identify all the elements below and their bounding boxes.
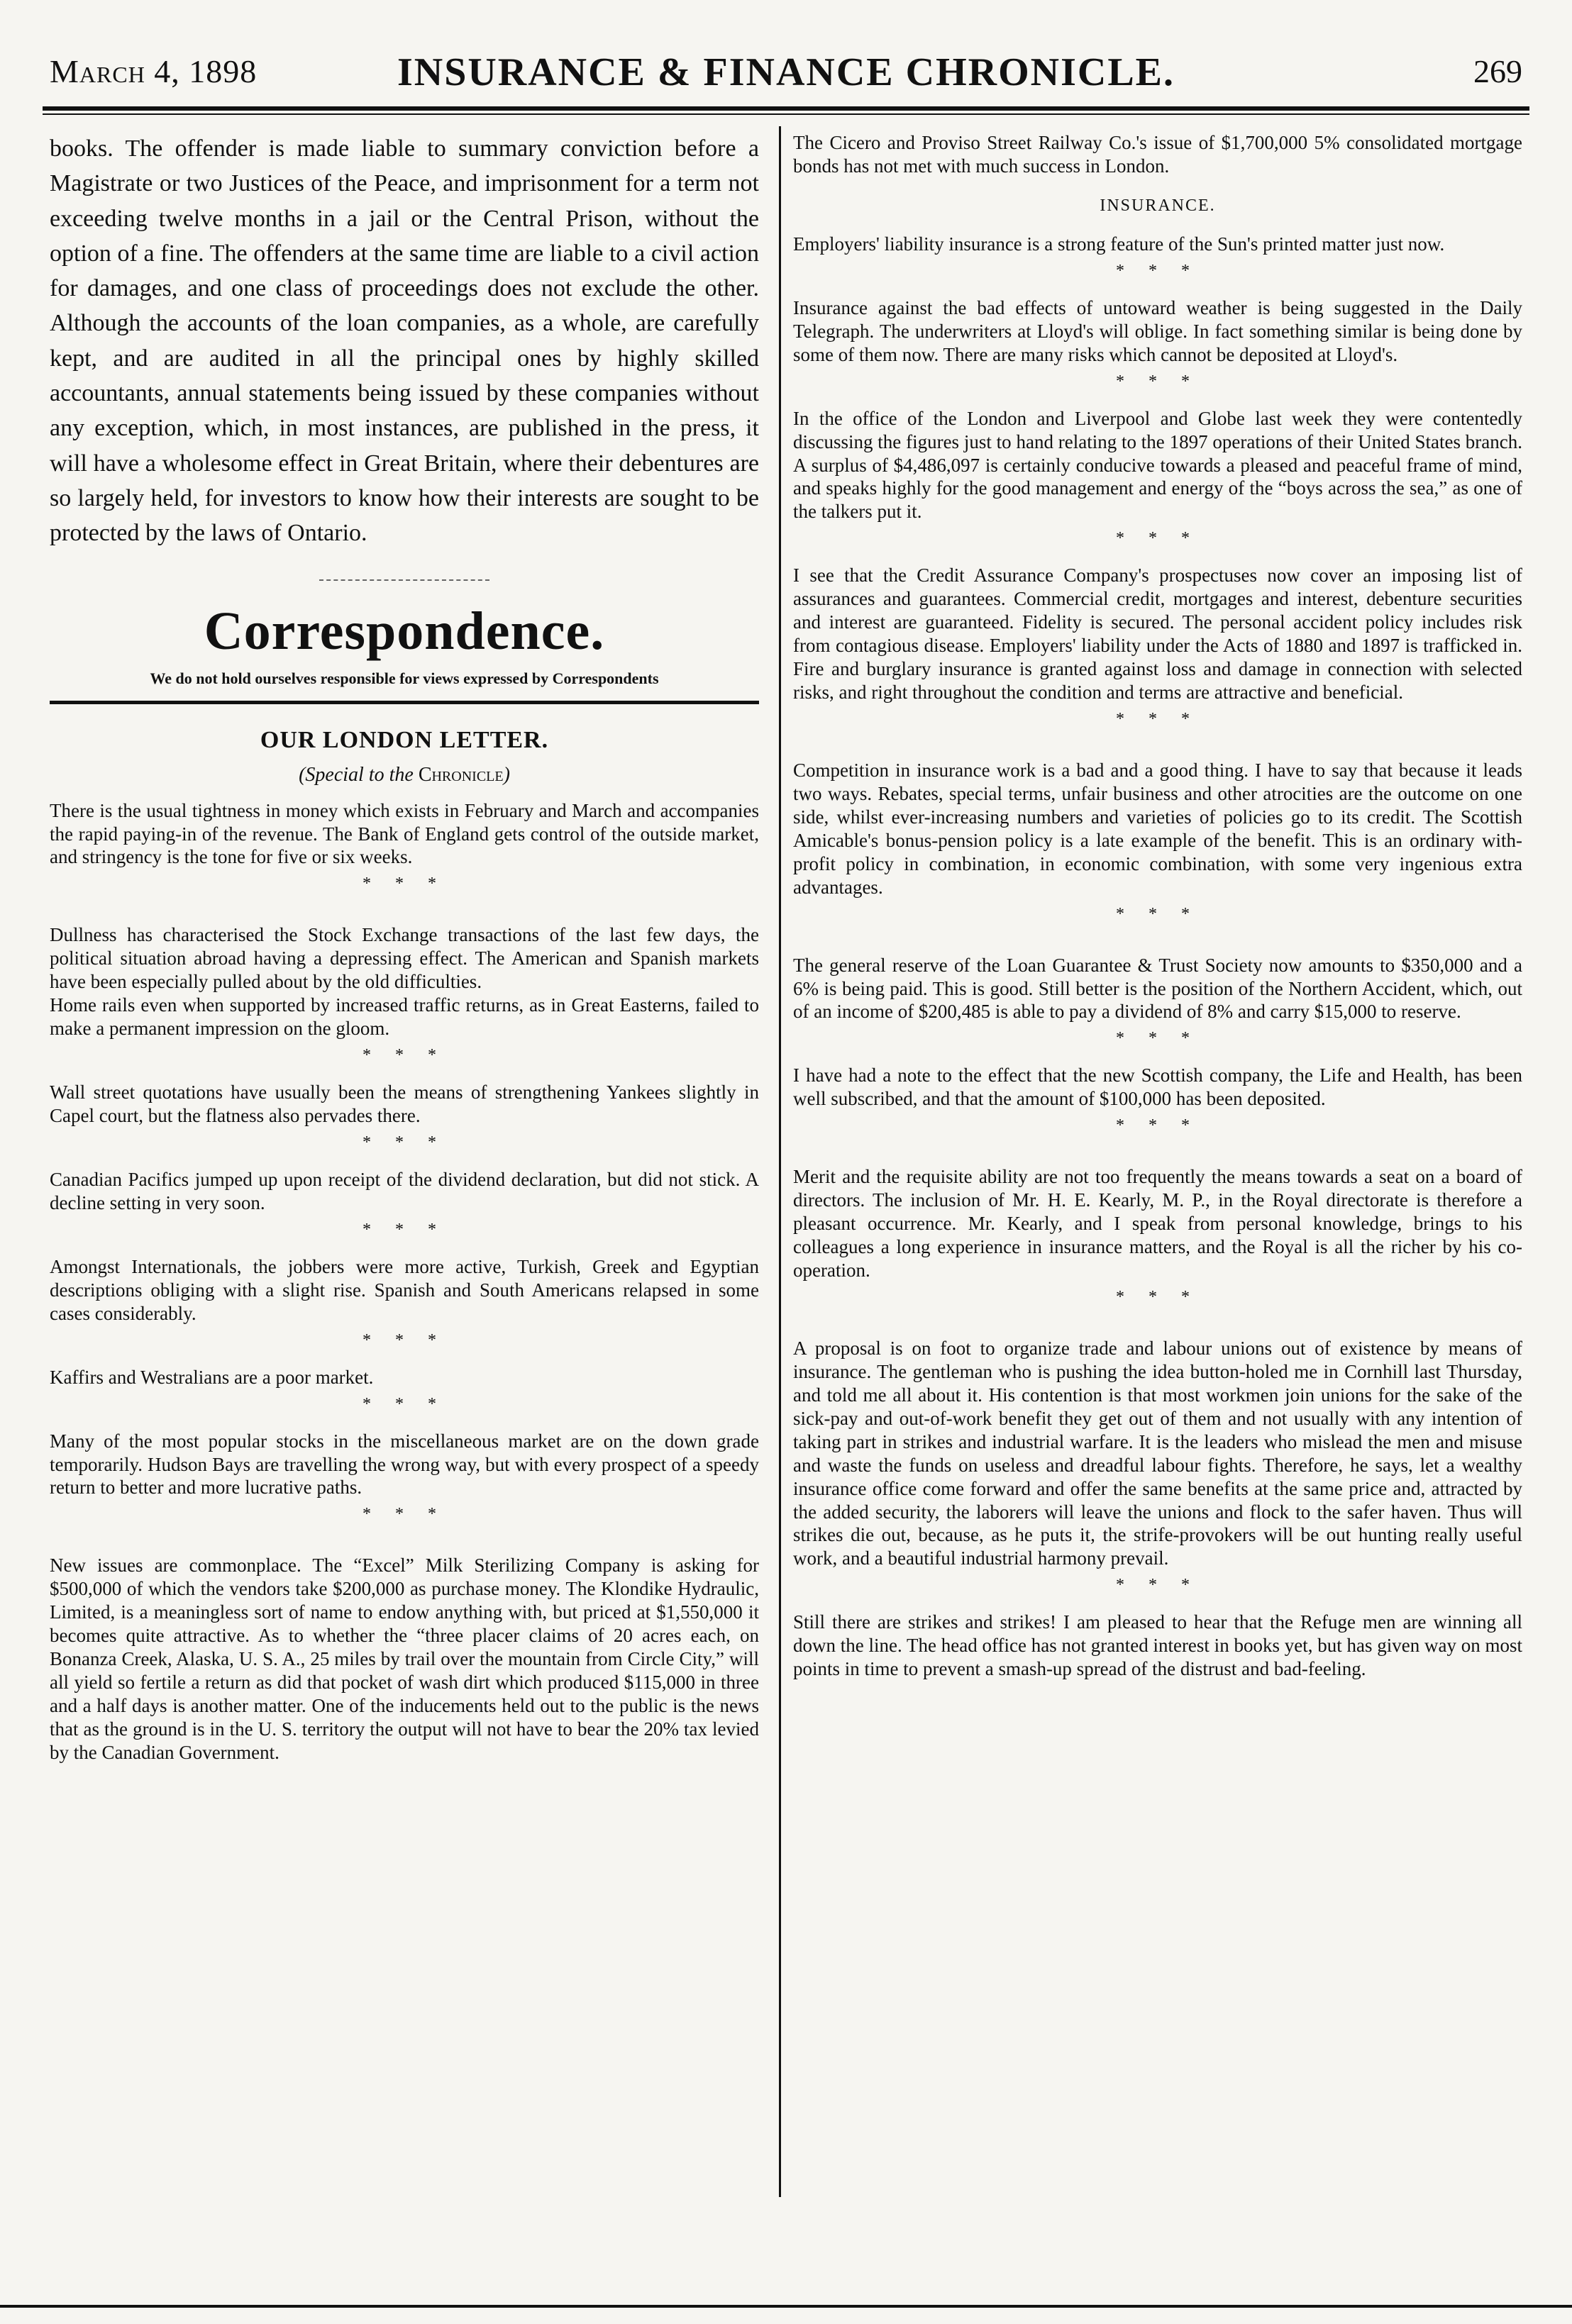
paragraph: Dullness has characterised the Stock Exchange transactions of the last few days, the political situation abroad having a depressing effect. The American and Spanish markets have been especially pulled about by the old difficulties. [50, 924, 759, 993]
stars-divider: * * * [362, 1133, 446, 1152]
paragraph: Canadian Pacifics jumped up upon receipt of the dividend declaration, but did not stick. A decline setting in very soon. [50, 1168, 759, 1213]
paragraph: I have had a note to the effect that the new Scottish company, the Life and Health, has been well subscribed, and that the amount of $100,000 has been deposited. [793, 1064, 1522, 1110]
correspondence-heading: Correspondence. [204, 601, 605, 661]
paragraph: Kaffirs and Westralians are a poor market. [50, 1366, 374, 1388]
bottom-rule [0, 2305, 1572, 2308]
issue-date: March 4, 1898 [50, 53, 258, 89]
stars-divider: * * * [362, 1505, 446, 1524]
stars-divider: * * * [1116, 709, 1200, 728]
separator-rule [319, 579, 489, 581]
paragraph: Insurance against the bad effects of untoward weather is being suggested in the Daily Telegraph. The underwriters at Lloyd's will oblige. In fact something similar is being done by some of them now. There are many risks which cannot be deposited at Lloyd's. [793, 296, 1522, 365]
stars-divider: * * * [362, 874, 446, 894]
paragraph: A proposal is on foot to organize trade and labour unions out of existence by means of insurance. The gentleman who is pushing the idea button-holed me in Cornhill last Thursday, and told me all about it. His contention is that most workmen join unions for the sake of the sick-pay and out-of-work benefit they get out of them and not usually with any intention of taking part in strikes and industrial warfare. It is the leaders who mislead the men and misuse and waste the funds on useless and dreadful labour fights. Therefore, he says, let a wealthy insurance office come forward and offer the same benefits at the same price and, attracted by the added security, the laborers will leave the unions and flock to the safer haven. Thus will strikes die out, because, as he puts it, the strife-provokers will be out hunting really useful work, and a beautiful industrial harmony prevail. [793, 1337, 1522, 1569]
paragraph: Employers' liability insurance is a strong feature of the Sun's printed matter just now. [793, 233, 1445, 255]
paragraph: The general reserve of the Loan Guarantee & Trust Society now amounts to $350,000 and a 6% is being paid. This is good. Still better is the position of the Northern Accident, which, out of an income of $200,485 is able to pay a dividend of 8% and carry $15,000 to reserve. [793, 954, 1522, 1023]
stars-divider: * * * [1116, 904, 1200, 923]
paragraph: The Cicero and Proviso Street Railway Co.'s issue of $1,700,000 5% consolidated mortgage bonds has not met with much success in London. [793, 132, 1522, 177]
stars-divider: * * * [1116, 1116, 1200, 1135]
letter-subtitle-italic: Special to the [305, 763, 414, 786]
publication-title: INSURANCE & FINANCE CHRONICLE. [397, 50, 1175, 94]
letter-title: OUR LONDON LETTER. [260, 726, 549, 753]
masthead-rule [43, 106, 1529, 111]
paragraph: Home rails even when supported by increased traffic returns, as in Great Easterns, failed to make a permanent impression on the gloom. [50, 994, 759, 1040]
paragraph: I see that the Credit Assurance Company's prospectuses now cover an imposing list of assurances and guarantees. Commercial credit, mortgages and interest, debenture securities and interest are guaranteed. Fidelity is secured. The personal accident policy includes risk from contagious disease. Employers' liability under the Acts of 1880 and 1897 is trafficked in. Fire and burglary insurance is granted against loss and damage in connection with selected risks, and right throughout the condition and terms are attractive and beneficial. [793, 565, 1522, 703]
letter-subtitle-publication: Chronicle [418, 763, 504, 786]
page-number: 269 [1473, 53, 1522, 89]
insurance-heading: INSURANCE. [1100, 196, 1216, 215]
article-continuation: books. The offender is made liable to summary conviction before a Magistrate or two Justices of the Peace, and imprisonment for a term not exceeding twelve months in a jail or the Central Prison, without the option of a fine. The offenders at the same time are liable to a civil action for damages, and one class of proceedings does not exclude the other. Although the accounts of the loan companies, as a whole, are carefully kept, and are audited in all the principal ones by highly skilled accountants, annual statements being issued by these companies without any exception, which, in most instances, are published in the press, it will have a wholesome effect in Great Britain, where their debentures are so largely held, for investors to know how their interests are sought to be protected by the laws of Ontario. [50, 135, 759, 547]
paragraph: Merit and the requisite ability are not too frequently the means towards a seat on a board of directors. The inclusion of Mr. H. E. Kearly, M. P., in the Royal directorate is therefore a pleasant occurrence. Mr. Kearly, and I speak from personal knowledge, brings to his colleagues a long experience in insurance matters, and the Royal is all the richer by his co-operation. [793, 1166, 1522, 1281]
stars-divider: * * * [362, 1330, 446, 1350]
stars-divider: * * * [1116, 1576, 1200, 1595]
stars-divider: * * * [362, 1394, 446, 1413]
masthead [50, 48, 1522, 105]
correspondence-disclaimer: We do not hold ourselves responsible for views expressed by Correspondents [150, 669, 659, 687]
paragraph: Still there are strikes and strikes! I am pleased to hear that the Refuge men are winning all down the line. The head office has not granted interest in books yet, but has given way on most points in time to prevent a smash-up spread of the distrust and bad-feeling. [793, 1611, 1522, 1680]
paragraph: Amongst Internationals, the jobbers were more active, Turkish, Greek and Egyptian descriptions obliging with a slight rise. Spanish and South Americans relapsed in some cases considerably. [50, 1255, 759, 1324]
masthead-rule-thin [43, 113, 1529, 115]
paragraph: Wall street quotations have usually been the means of strengthening Yankees slightly in Capel court, but the flatness also pervades there. [50, 1082, 759, 1126]
stars-divider: * * * [1116, 372, 1200, 391]
paragraph: Competition in insurance work is a bad and a good thing. I have to say that because it leads two ways. Rebates, special terms, unfair business and other atrocities are the outcome on one side, whilst ever-increasing numbers and varieties of policies go to its credit. The Scottish Amicable's bonus-pension policy is a late example of the benefit. This is an ordinary with-profit policy in combination, in economic combination, with some very ingenious extra advantages. [793, 759, 1522, 898]
stars-divider: * * * [362, 1220, 446, 1239]
stars-divider: * * * [1116, 261, 1200, 280]
paragraph: There is the usual tightness in money which exists in February and March and accompanies the rapid paying-in of the revenue. The Bank of England gets control of the outside market, and stringency is the tone for five or six weeks. [50, 799, 759, 868]
left-column [50, 131, 759, 1764]
stars-divider: * * * [1116, 529, 1200, 548]
paragraph: In the office of the London and Liverpool and Globe last week they were contentedly discussing the figures just to hand relating to the 1897 operations of their United States branch. A surplus of $4,486,097 is certainly conducive towards a pleased and peaceful frame of mind, and speaks highly for the good management and energy of the “boys across the sea,” as one of the talkers put it. [793, 407, 1522, 523]
paragraph: New issues are commonplace. The “Excel” Milk Sterilizing Company is asking for $500,000 of which the vendors take $200,000 as purchase money. The Klondike Hydraulic, Limited, is a meaningless sort of name to endow anything with, but priced at $1,550,000 it becomes quite attractive. As to whether the “three placer claims of 20 acres each, on Bonanza Creek, Alaska, U. S. A., 25 miles by trail over the mountain from Circle City,” will all yield so fertile a return as did that pocket of wash dirt which produced $115,000 in three and a half days is another matter. One of the inducements held out to the public is the news that as the ground is in the U. S. territory the output will not have to bear the 20% tax levied by the Canadian Government. [50, 1555, 759, 1763]
section-rule [50, 701, 759, 704]
right-column [793, 131, 1522, 1681]
column-divider [779, 126, 781, 2197]
letter-subtitle: (Special to the Chronicle) [299, 763, 510, 786]
stars-divider: * * * [362, 1046, 446, 1065]
stars-divider: * * * [1116, 1287, 1200, 1306]
stars-divider: * * * [1116, 1029, 1200, 1048]
paragraph: Many of the most popular stocks in the miscellaneous market are on the down grade temporarily. Hudson Bays are travelling the wrong way, but with every prospect of a speedy return to better and more lucrative paths. [50, 1430, 759, 1499]
